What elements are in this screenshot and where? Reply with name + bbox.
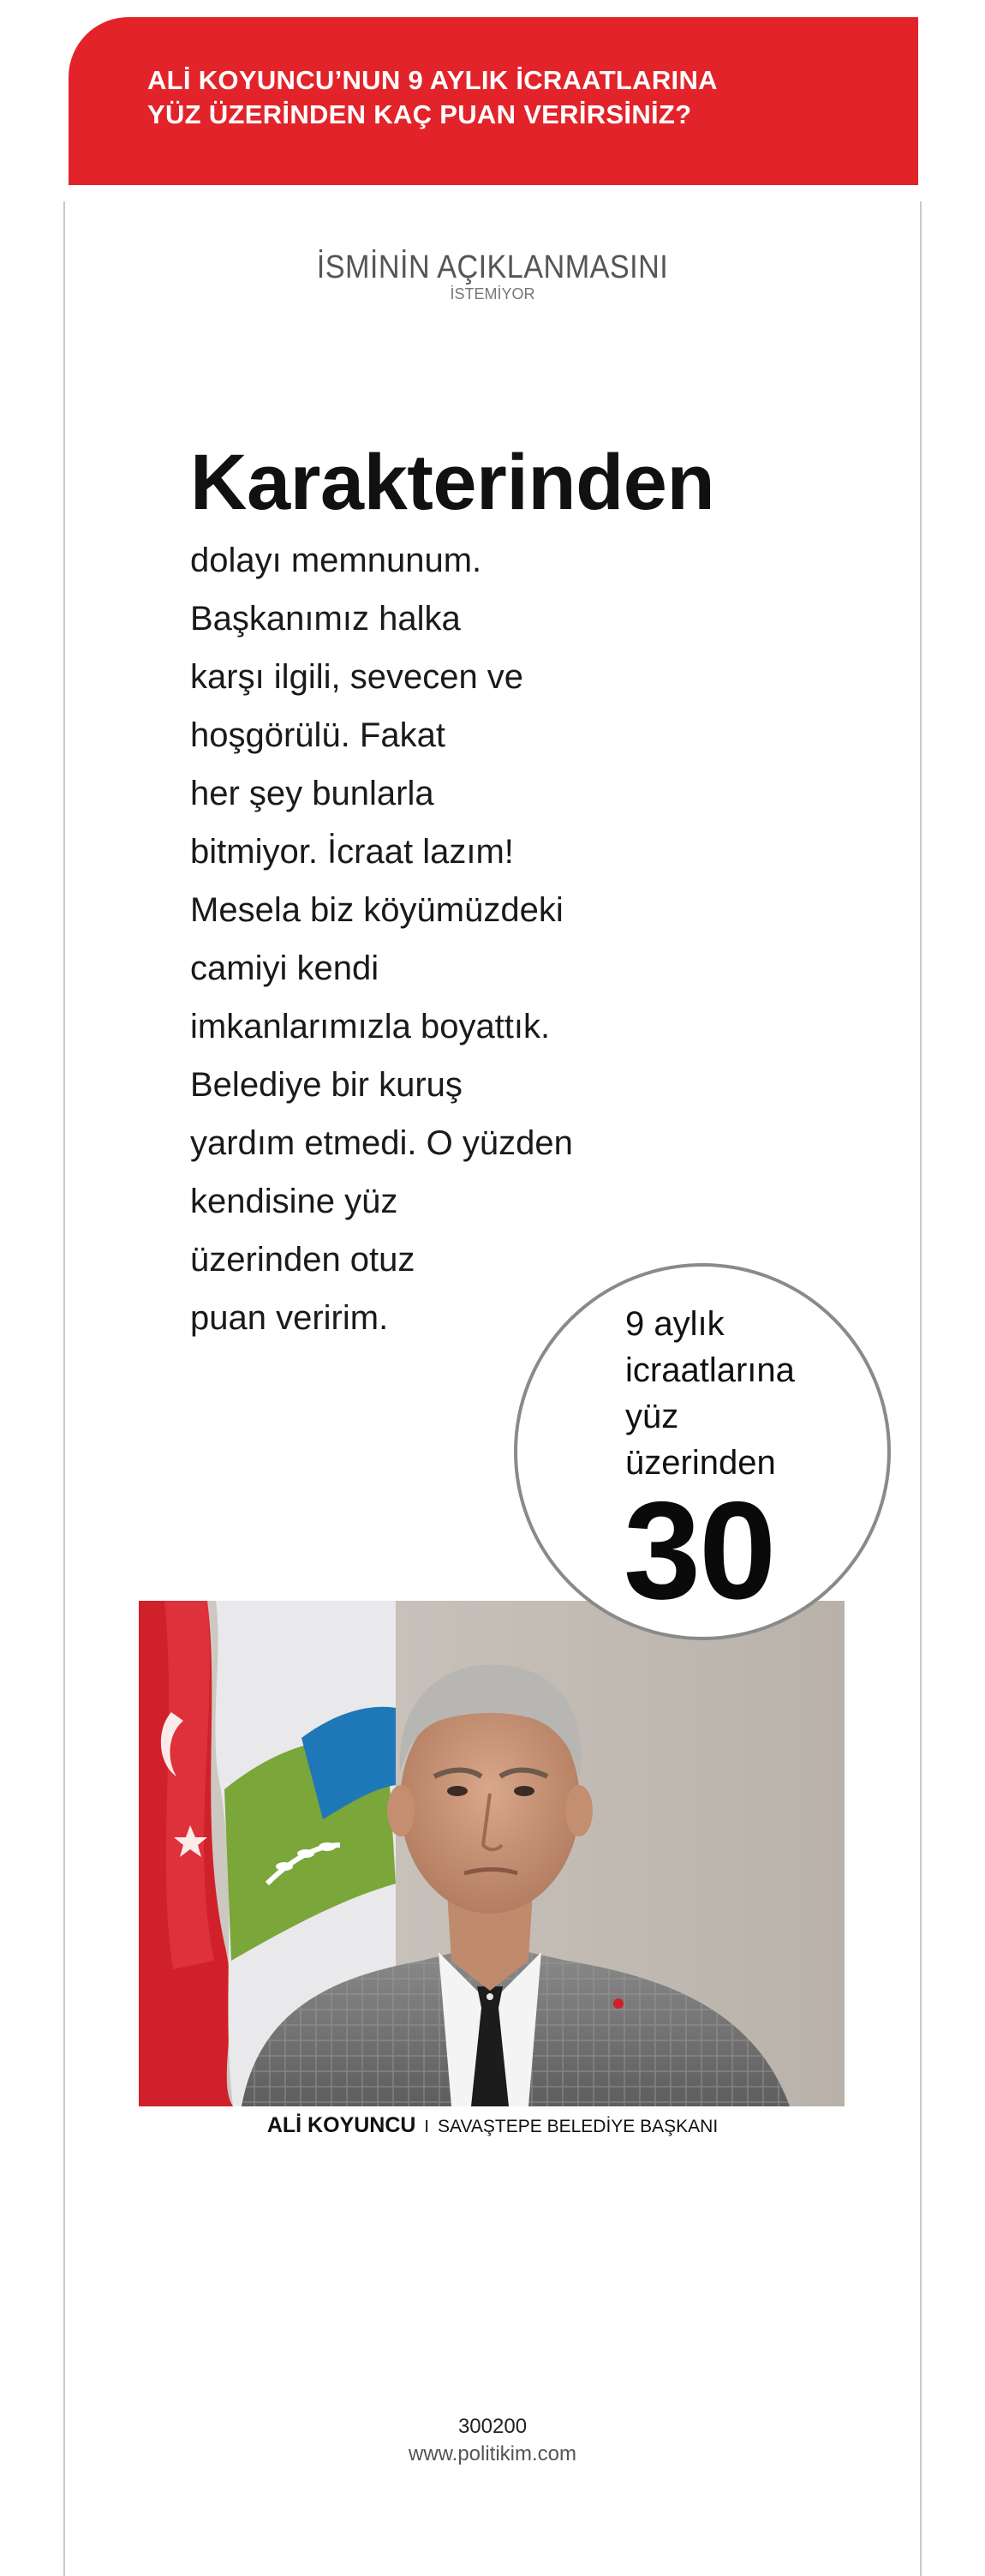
footer-code: 300200 (457, 2415, 528, 2438)
score-label (625, 1301, 795, 1486)
quote-line: imkanlarımızla boyattık. (190, 1008, 551, 1045)
respondent-name: İSMİNİN AÇIKLANMASINI (316, 249, 669, 285)
score-badge (514, 1263, 891, 1640)
footer-url: www.politikim.com (408, 2442, 577, 2465)
score-label-line: icraatlarına (625, 1351, 795, 1389)
quote-body (190, 531, 636, 1347)
right-frame-line (920, 201, 922, 2576)
mayor-title: SAVAŞTEPE BELEDİYE BAŞKANI (437, 2117, 719, 2136)
quote-line: bitmiyor. İcraat lazım! (190, 833, 514, 871)
score-label-line: 9 aylık (625, 1305, 725, 1343)
score-value: 30 (624, 1473, 775, 1628)
question-line-1: ALİ KOYUNCU’NUN 9 AYLIK İCRAATLARINA (147, 65, 718, 95)
quote-heading: Karakterinden (190, 439, 715, 526)
quote-line: Belediye bir kuruş (190, 1066, 463, 1104)
portrait-image (139, 1601, 845, 2106)
quote-line: Başkanımız halka (190, 600, 461, 638)
question-line-2: YÜZ ÜZERİNDEN KAÇ PUAN VERİRSİNİZ? (147, 99, 692, 129)
quote-line: yardım etmedi. O yüzden (190, 1124, 573, 1162)
score-label-line: yüz (625, 1398, 679, 1435)
quote-line: camiyi kendi (190, 950, 379, 987)
mayor-name: ALİ KOYUNCU (266, 2113, 416, 2137)
question-banner (69, 17, 918, 185)
respondent-block (0, 247, 985, 303)
left-frame-line (63, 201, 65, 2576)
quote-line: Mesela biz köyümüzdeki (190, 891, 564, 929)
respondent-note: İSTEMİYOR (450, 285, 535, 303)
page-footer (0, 2413, 985, 2468)
quote-line: puan veririm. (190, 1299, 389, 1337)
quote-line: hoşgörülü. Fakat (190, 716, 445, 754)
quote-line: her şey bunlarla (190, 775, 434, 812)
quote-line: kendisine yüz (190, 1183, 398, 1220)
score-label-line: üzerinden (625, 1444, 776, 1482)
quote-line: karşı ilgili, sevecen ve (190, 658, 524, 696)
caption-separator: I (424, 2118, 429, 2136)
quote-line: üzerinden otuz (190, 1241, 415, 1279)
portrait-photo (139, 1601, 845, 2106)
quote-line: dolayı memnunum. (190, 542, 482, 579)
portrait-caption (0, 2113, 985, 2138)
